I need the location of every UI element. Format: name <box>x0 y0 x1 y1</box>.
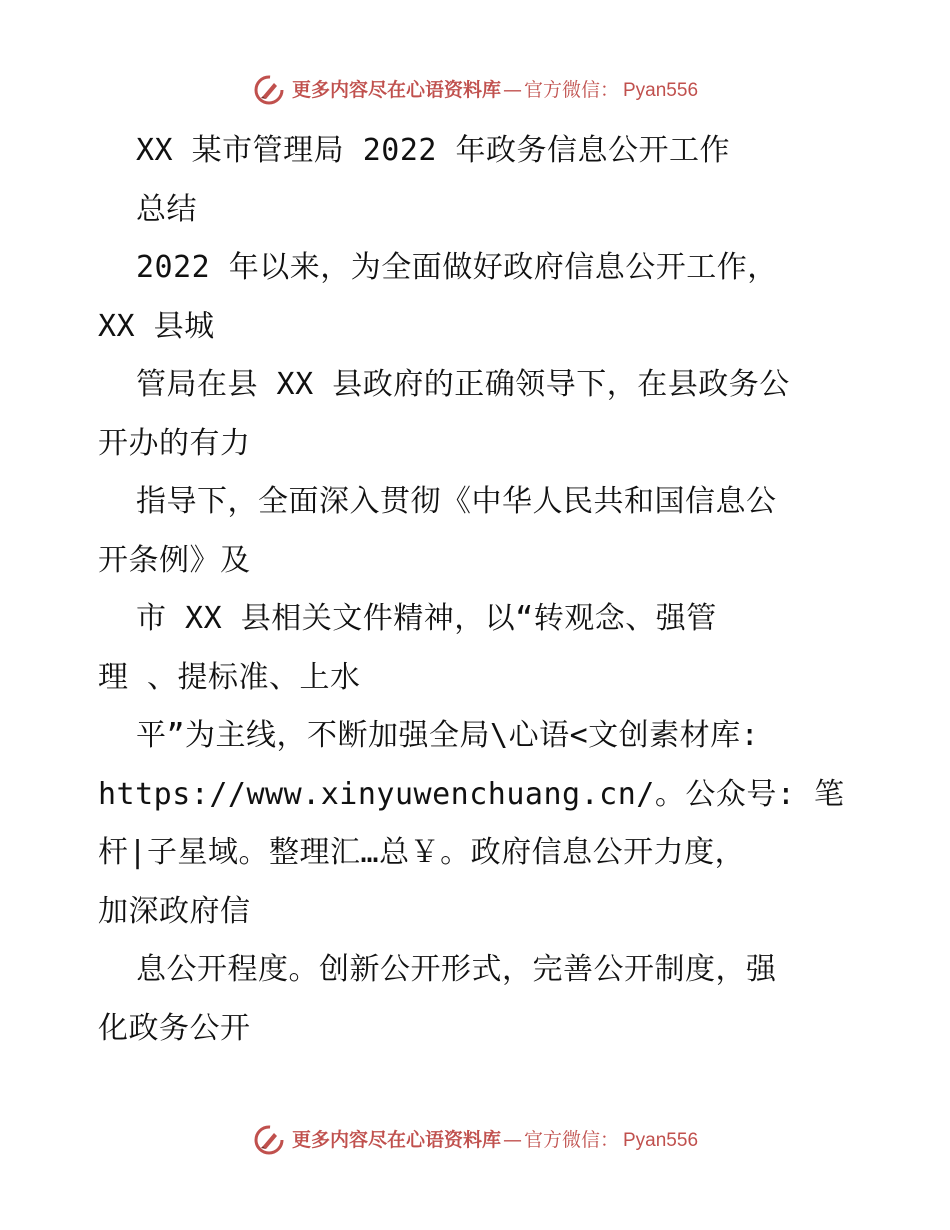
watermark-main-text: 更多内容尽在心语资料库 <box>291 1128 501 1151</box>
document-line: 化政务公开 <box>98 1010 251 1046</box>
document-line: 平”为主线，不断加强全局\心语<文创素材库: <box>136 718 760 753</box>
watermark-wechat-id: Pyan556 <box>623 79 699 101</box>
document-line: 开办的有力 <box>98 425 251 461</box>
pen-nib-logo-icon <box>252 1123 286 1157</box>
document-line: 总结 <box>136 191 197 227</box>
document-line: 加深政府信 <box>98 893 251 929</box>
watermark-wechat-label: 官方微信： <box>523 1128 619 1151</box>
watermark-separator: — <box>502 78 522 101</box>
document-line: https://www.xinyuwenchuang.cn/。公众号: 笔 <box>98 776 845 812</box>
document-line: 2022 年以来，为全面做好政府信息公开工作， <box>136 250 778 285</box>
document-line: XX 县城 <box>98 308 215 344</box>
pen-nib-logo-icon <box>252 73 286 107</box>
header-watermark <box>0 70 950 110</box>
watermark-wechat-id: Pyan556 <box>623 1129 699 1151</box>
document-line: XX 某市管理局 2022 年政务信息公开工作 <box>136 133 731 168</box>
watermark-text <box>291 1128 699 1151</box>
document-line: 市 XX 县相关文件精神，以“转观念、强管 <box>136 601 717 636</box>
document-line: 杆|子星域。整理汇…总￥。政府信息公开力度， <box>98 835 746 870</box>
footer-watermark <box>0 1120 950 1160</box>
watermark-text <box>291 78 699 101</box>
watermark-main-text: 更多内容尽在心语资料库 <box>291 78 501 101</box>
document-line: 管局在县 XX 县政府的正确领导下，在县政务公 <box>136 367 790 402</box>
document-line: 指导下，全面深入贯彻《中华人民共和国信息公 <box>136 484 777 519</box>
document-line: 息公开程度。创新公开形式，完善公开制度，强 <box>136 952 777 987</box>
document-line: 开条例》及 <box>98 542 251 578</box>
document-body <box>98 122 858 1058</box>
watermark-separator: — <box>502 1128 522 1151</box>
document-line: 理 、提标准、上水 <box>98 659 361 695</box>
watermark-wechat-label: 官方微信： <box>523 78 619 101</box>
